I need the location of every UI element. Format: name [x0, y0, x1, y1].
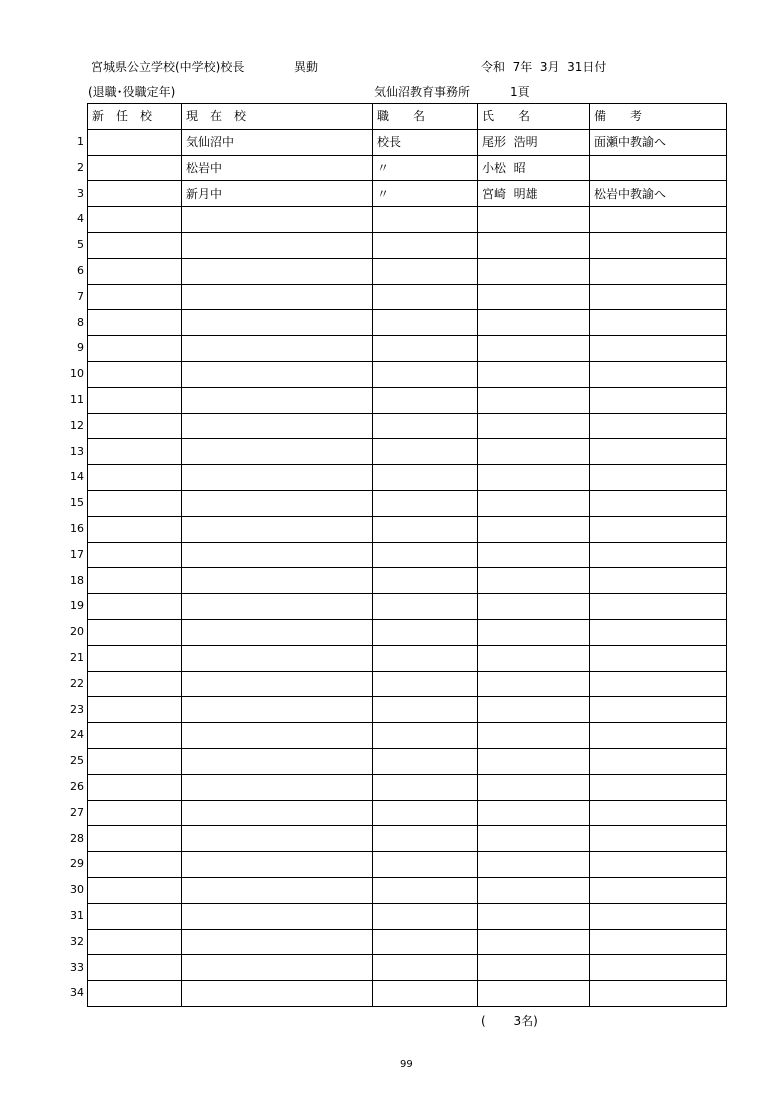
- remarks-cell: [590, 774, 727, 800]
- table-row: [88, 336, 727, 362]
- current-school-cell: [182, 284, 373, 310]
- row-number: 32: [70, 934, 84, 948]
- remarks-cell: [590, 490, 727, 516]
- table-row: [88, 826, 727, 852]
- header-remarks: 備 考: [590, 104, 727, 130]
- position-cell: [373, 439, 478, 465]
- new-school-cell: [88, 955, 182, 981]
- position-cell: [373, 697, 478, 723]
- position-cell: [373, 955, 478, 981]
- header-current-school: 現 在 校: [182, 104, 373, 130]
- new-school-cell: [88, 232, 182, 258]
- table-row: [88, 155, 727, 181]
- table-row: [88, 981, 727, 1007]
- row-number: 8: [77, 315, 84, 329]
- current-school-cell: [182, 490, 373, 516]
- current-school-cell: [182, 800, 373, 826]
- new-school-cell: [88, 465, 182, 491]
- name-cell: [478, 336, 590, 362]
- name-cell: [478, 981, 590, 1007]
- category-label: 異動: [294, 60, 319, 74]
- name-cell: [478, 877, 590, 903]
- name-cell: [478, 594, 590, 620]
- new-school-cell: [88, 258, 182, 284]
- table-row: [88, 284, 727, 310]
- remarks-cell: [590, 877, 727, 903]
- current-school-cell: [182, 387, 373, 413]
- new-school-cell: [88, 439, 182, 465]
- name-cell: [478, 310, 590, 336]
- name-cell: [478, 826, 590, 852]
- name-cell: [478, 516, 590, 542]
- row-number: 26: [70, 779, 84, 793]
- row-number: 13: [70, 444, 84, 458]
- name-cell: [478, 207, 590, 233]
- remarks-cell: [590, 258, 727, 284]
- new-school-cell: [88, 697, 182, 723]
- remarks-cell: [590, 671, 727, 697]
- new-school-cell: [88, 594, 182, 620]
- remarks-cell: 面瀬中教諭へ: [590, 129, 727, 155]
- remarks-cell: [590, 929, 727, 955]
- remarks-cell: [590, 542, 727, 568]
- current-school-cell: [182, 723, 373, 749]
- table-header-row: [88, 104, 727, 130]
- row-number-column: [60, 129, 84, 1006]
- name-cell: [478, 852, 590, 878]
- new-school-cell: [88, 774, 182, 800]
- new-school-cell: [88, 542, 182, 568]
- total-count: ( 3名): [481, 1014, 538, 1028]
- current-school-cell: [182, 258, 373, 284]
- current-school-cell: [182, 877, 373, 903]
- current-school-cell: [182, 232, 373, 258]
- new-school-cell: [88, 181, 182, 207]
- remarks-cell: [590, 748, 727, 774]
- row-number: 16: [70, 521, 84, 535]
- position-cell: [373, 542, 478, 568]
- name-cell: [478, 619, 590, 645]
- remarks-cell: [590, 568, 727, 594]
- table-row: [88, 748, 727, 774]
- table-row: [88, 852, 727, 878]
- name-cell: [478, 955, 590, 981]
- header-new-school: 新 任 校: [88, 104, 182, 130]
- name-cell: [478, 387, 590, 413]
- position-cell: [373, 232, 478, 258]
- table-row: [88, 723, 727, 749]
- header-position: 職 名: [373, 104, 478, 130]
- row-number: 14: [70, 470, 84, 484]
- name-cell: 尾形 浩明: [478, 129, 590, 155]
- row-number: 19: [70, 599, 84, 613]
- new-school-cell: [88, 981, 182, 1007]
- table-row: [88, 516, 727, 542]
- table-row: [88, 181, 727, 207]
- new-school-cell: [88, 336, 182, 362]
- name-cell: [478, 800, 590, 826]
- position-cell: [373, 826, 478, 852]
- current-school-cell: [182, 981, 373, 1007]
- position-cell: [373, 310, 478, 336]
- new-school-cell: [88, 516, 182, 542]
- position-cell: [373, 748, 478, 774]
- row-number: 6: [77, 263, 84, 277]
- row-number: 22: [70, 676, 84, 690]
- current-school-cell: [182, 929, 373, 955]
- position-cell: [373, 800, 478, 826]
- current-school-cell: [182, 568, 373, 594]
- remarks-cell: [590, 826, 727, 852]
- table-row: [88, 645, 727, 671]
- position-cell: [373, 645, 478, 671]
- table-row: [88, 697, 727, 723]
- header-name: 氏 名: [478, 104, 590, 130]
- new-school-cell: [88, 568, 182, 594]
- personnel-table: [87, 103, 727, 1007]
- position-cell: [373, 981, 478, 1007]
- row-number: 23: [70, 702, 84, 716]
- remarks-cell: [590, 697, 727, 723]
- position-cell: [373, 413, 478, 439]
- current-school-cell: [182, 413, 373, 439]
- position-cell: [373, 852, 478, 878]
- remarks-cell: [590, 310, 727, 336]
- table-row: [88, 310, 727, 336]
- page-number: 99: [400, 1059, 413, 1070]
- position-cell: [373, 594, 478, 620]
- current-school-cell: [182, 645, 373, 671]
- current-school-cell: [182, 903, 373, 929]
- new-school-cell: [88, 929, 182, 955]
- position-cell: [373, 723, 478, 749]
- table-row: [88, 619, 727, 645]
- document-subtitle: (退職･役職定年): [88, 85, 176, 99]
- row-number: 5: [77, 238, 84, 252]
- new-school-cell: [88, 903, 182, 929]
- current-school-cell: [182, 439, 373, 465]
- row-number: 21: [70, 650, 84, 664]
- new-school-cell: [88, 155, 182, 181]
- table-row: [88, 903, 727, 929]
- row-number: 30: [70, 883, 84, 897]
- row-number: 25: [70, 754, 84, 768]
- table-row: [88, 877, 727, 903]
- position-cell: [373, 877, 478, 903]
- row-number: 4: [77, 212, 84, 226]
- row-number: 10: [70, 367, 84, 381]
- position-cell: [373, 568, 478, 594]
- table-row: [88, 594, 727, 620]
- new-school-cell: [88, 387, 182, 413]
- table-row: [88, 465, 727, 491]
- name-cell: 宮崎 明雄: [478, 181, 590, 207]
- new-school-cell: [88, 413, 182, 439]
- name-cell: [478, 929, 590, 955]
- position-cell: 〃: [373, 155, 478, 181]
- position-cell: 校長: [373, 129, 478, 155]
- position-cell: [373, 361, 478, 387]
- table-row: [88, 955, 727, 981]
- current-school-cell: [182, 671, 373, 697]
- remarks-cell: [590, 594, 727, 620]
- new-school-cell: [88, 877, 182, 903]
- new-school-cell: [88, 129, 182, 155]
- remarks-cell: [590, 413, 727, 439]
- position-cell: [373, 387, 478, 413]
- name-cell: [478, 748, 590, 774]
- name-cell: [478, 413, 590, 439]
- current-school-cell: [182, 748, 373, 774]
- row-number: 2: [77, 160, 84, 174]
- remarks-cell: [590, 387, 727, 413]
- remarks-cell: [590, 516, 727, 542]
- table-row: [88, 232, 727, 258]
- position-cell: [373, 903, 478, 929]
- table-row: [88, 129, 727, 155]
- new-school-cell: [88, 826, 182, 852]
- position-cell: [373, 516, 478, 542]
- remarks-cell: [590, 903, 727, 929]
- row-number: 11: [70, 392, 84, 406]
- remarks-cell: [590, 232, 727, 258]
- name-cell: [478, 723, 590, 749]
- new-school-cell: [88, 748, 182, 774]
- table-row: [88, 671, 727, 697]
- position-cell: 〃: [373, 181, 478, 207]
- current-school-cell: [182, 361, 373, 387]
- table-row: [88, 490, 727, 516]
- current-school-cell: [182, 310, 373, 336]
- new-school-cell: [88, 723, 182, 749]
- new-school-cell: [88, 284, 182, 310]
- new-school-cell: [88, 671, 182, 697]
- row-number: 27: [70, 805, 84, 819]
- remarks-cell: [590, 619, 727, 645]
- current-school-cell: [182, 697, 373, 723]
- row-number: 3: [77, 186, 84, 200]
- new-school-cell: [88, 361, 182, 387]
- new-school-cell: [88, 619, 182, 645]
- position-cell: [373, 207, 478, 233]
- row-number: 9: [77, 341, 84, 355]
- remarks-cell: [590, 981, 727, 1007]
- remarks-cell: [590, 852, 727, 878]
- table-row: [88, 361, 727, 387]
- row-number: 20: [70, 625, 84, 639]
- name-cell: [478, 903, 590, 929]
- position-cell: [373, 619, 478, 645]
- new-school-cell: [88, 207, 182, 233]
- row-number: 33: [70, 960, 84, 974]
- new-school-cell: [88, 490, 182, 516]
- current-school-cell: [182, 955, 373, 981]
- row-number: 12: [70, 418, 84, 432]
- row-number: 31: [70, 908, 84, 922]
- name-cell: [478, 568, 590, 594]
- remarks-cell: [590, 800, 727, 826]
- name-cell: [478, 232, 590, 258]
- table-row: [88, 774, 727, 800]
- current-school-cell: [182, 336, 373, 362]
- document-title: 宮城県公立学校(中学校)校長: [91, 60, 245, 74]
- table-row: [88, 258, 727, 284]
- name-cell: [478, 258, 590, 284]
- row-number: 17: [70, 547, 84, 561]
- name-cell: [478, 774, 590, 800]
- position-cell: [373, 258, 478, 284]
- remarks-cell: 松岩中教諭へ: [590, 181, 727, 207]
- current-school-cell: [182, 826, 373, 852]
- row-number: 24: [70, 728, 84, 742]
- current-school-cell: [182, 465, 373, 491]
- remarks-cell: [590, 723, 727, 749]
- table-row: [88, 207, 727, 233]
- row-number: 28: [70, 831, 84, 845]
- remarks-cell: [590, 361, 727, 387]
- table-row: [88, 439, 727, 465]
- name-cell: [478, 542, 590, 568]
- current-school-cell: [182, 774, 373, 800]
- current-school-cell: [182, 542, 373, 568]
- office-name: 気仙沼教育事務所: [374, 85, 471, 99]
- new-school-cell: [88, 310, 182, 336]
- current-school-cell: [182, 619, 373, 645]
- table-row: [88, 929, 727, 955]
- position-cell: [373, 929, 478, 955]
- position-cell: [373, 284, 478, 310]
- name-cell: [478, 697, 590, 723]
- row-number: 18: [70, 573, 84, 587]
- new-school-cell: [88, 852, 182, 878]
- current-school-cell: [182, 207, 373, 233]
- current-school-cell: [182, 852, 373, 878]
- name-cell: [478, 671, 590, 697]
- current-school-cell: [182, 516, 373, 542]
- table-row: [88, 568, 727, 594]
- table-row: [88, 413, 727, 439]
- position-cell: [373, 774, 478, 800]
- position-cell: [373, 671, 478, 697]
- page-label: 1頁: [510, 85, 530, 99]
- current-school-cell: 松岩中: [182, 155, 373, 181]
- remarks-cell: [590, 336, 727, 362]
- position-cell: [373, 490, 478, 516]
- name-cell: 小松 昭: [478, 155, 590, 181]
- table-row: [88, 542, 727, 568]
- effective-date: 令和 7年 3月 31日付: [481, 60, 607, 74]
- name-cell: [478, 465, 590, 491]
- position-cell: [373, 465, 478, 491]
- table-row: [88, 387, 727, 413]
- row-number: 34: [70, 986, 84, 1000]
- remarks-cell: [590, 955, 727, 981]
- table-row: [88, 800, 727, 826]
- name-cell: [478, 439, 590, 465]
- row-number: 1: [77, 135, 84, 148]
- remarks-cell: [590, 465, 727, 491]
- row-number: 7: [77, 289, 84, 303]
- row-number: 15: [70, 496, 84, 510]
- position-cell: [373, 336, 478, 362]
- current-school-cell: 気仙沼中: [182, 129, 373, 155]
- remarks-cell: [590, 439, 727, 465]
- new-school-cell: [88, 800, 182, 826]
- row-number: 29: [70, 857, 84, 871]
- remarks-cell: [590, 645, 727, 671]
- remarks-cell: [590, 207, 727, 233]
- remarks-cell: [590, 155, 727, 181]
- new-school-cell: [88, 645, 182, 671]
- current-school-cell: [182, 594, 373, 620]
- name-cell: [478, 284, 590, 310]
- name-cell: [478, 361, 590, 387]
- current-school-cell: 新月中: [182, 181, 373, 207]
- name-cell: [478, 490, 590, 516]
- remarks-cell: [590, 284, 727, 310]
- name-cell: [478, 645, 590, 671]
